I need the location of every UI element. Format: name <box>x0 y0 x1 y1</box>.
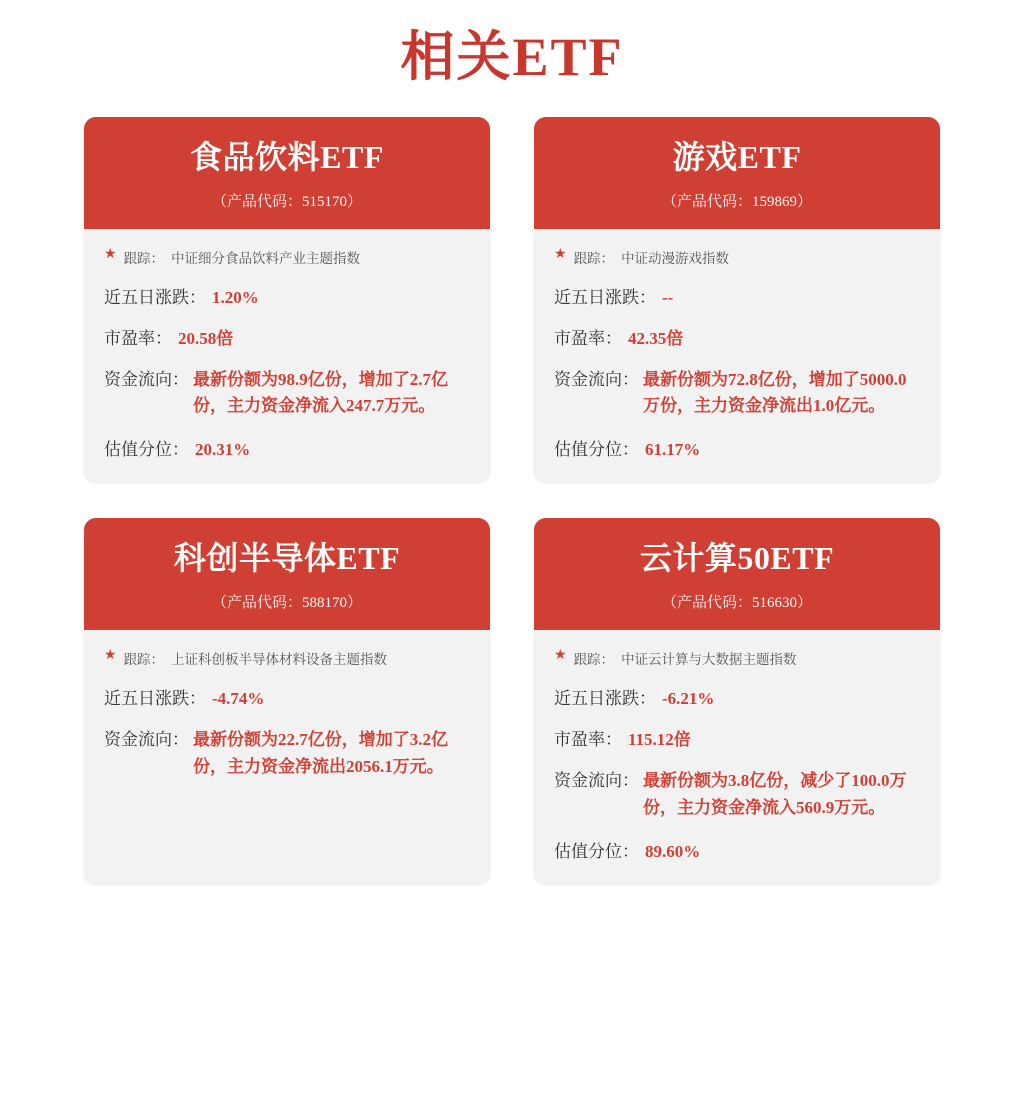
pe-ratio-value: 42.35倍 <box>628 328 684 348</box>
etf-card-body <box>84 229 490 483</box>
pe-ratio-value: 115.12倍 <box>628 730 691 750</box>
valuation-percentile-label: 估值分位： <box>104 440 189 460</box>
etf-code: （产品代码：159869） <box>661 193 812 210</box>
five-day-change-label: 近五日涨跌： <box>554 287 656 307</box>
track-row <box>104 247 470 267</box>
fund-flow-row <box>554 766 920 821</box>
fund-flow-value: 最新份额为98.9亿份，增加了2.7亿份，主力资金净流入247.7万元。 <box>193 369 448 416</box>
five-day-change-value: 1.20% <box>212 287 259 307</box>
etf-card[interactable] <box>534 117 940 482</box>
pe-ratio-row <box>554 725 920 750</box>
pe-ratio-row <box>554 324 920 349</box>
valuation-percentile-row <box>554 837 920 862</box>
star-icon: ★ <box>554 648 567 664</box>
etf-card-header <box>84 117 490 229</box>
etf-card-header <box>534 117 940 229</box>
track-row <box>104 648 470 668</box>
etf-card-header <box>84 518 490 630</box>
fund-flow-row <box>554 365 920 420</box>
five-day-change-row <box>554 283 920 308</box>
track-row <box>554 648 920 668</box>
pe-ratio-value: 20.58倍 <box>178 328 234 348</box>
five-day-change-label: 近五日涨跌： <box>554 689 656 709</box>
star-icon: ★ <box>104 648 117 664</box>
etf-code: （产品代码：515170） <box>211 193 362 210</box>
track-value: 上证科创板半导体材料设备主题指数 <box>171 652 388 668</box>
five-day-change-label: 近五日涨跌： <box>104 287 206 307</box>
star-icon: ★ <box>554 246 567 262</box>
etf-name: 游戏ETF <box>672 139 802 175</box>
fund-flow-value: 最新份额为3.8亿份，减少了100.0万份，主力资金净流入560.9万元。 <box>643 771 907 817</box>
five-day-change-label: 近五日涨跌： <box>104 689 206 709</box>
etf-card-header <box>534 518 940 630</box>
etf-card[interactable] <box>84 117 490 482</box>
etf-card-body <box>84 630 490 884</box>
pe-ratio-label: 市盈率： <box>104 328 172 348</box>
fund-flow-label: 资金流向： <box>554 771 639 791</box>
etf-card-grid <box>0 117 1024 884</box>
etf-name: 食品饮料ETF <box>190 139 384 175</box>
valuation-percentile-label: 估值分位： <box>554 841 639 861</box>
fund-flow-label: 资金流向： <box>104 730 189 750</box>
track-label: 跟踪： <box>573 652 615 668</box>
fund-flow-value: 最新份额为22.7亿份，增加了3.2亿份，主力资金净流出2056.1万元。 <box>193 730 448 776</box>
track-value: 中证细分食品饮料产业主题指数 <box>171 250 361 266</box>
valuation-percentile-label: 估值分位： <box>554 440 639 460</box>
fund-flow-label: 资金流向： <box>554 369 639 389</box>
valuation-percentile-value: 89.60% <box>645 841 701 861</box>
etf-card[interactable] <box>84 518 490 883</box>
track-label: 跟踪： <box>123 652 165 668</box>
etf-code: （产品代码：588170） <box>211 595 362 612</box>
valuation-percentile-value: 61.17% <box>645 440 701 460</box>
valuation-percentile-row <box>104 435 470 460</box>
fund-flow-row <box>104 365 470 420</box>
pe-ratio-row <box>104 324 470 349</box>
valuation-percentile-row <box>554 435 920 460</box>
page-title: 相关ETF <box>400 27 624 87</box>
fund-flow-row <box>104 725 470 780</box>
pe-ratio-label: 市盈率： <box>554 730 622 750</box>
track-label: 跟踪： <box>573 250 615 266</box>
five-day-change-value: -- <box>662 287 674 307</box>
five-day-change-value: -6.21% <box>662 689 715 709</box>
valuation-percentile-value: 20.31% <box>195 440 251 460</box>
five-day-change-row <box>104 283 470 308</box>
five-day-change-row <box>104 684 470 709</box>
etf-card-body <box>534 229 940 483</box>
track-value: 中证动漫游戏指数 <box>621 250 730 266</box>
fund-flow-value: 最新份额为72.8亿份，增加了5000.0万份，主力资金净流出1.0亿元。 <box>643 369 907 416</box>
etf-name: 云计算50ETF <box>639 540 835 577</box>
etf-page <box>0 14 1024 1094</box>
track-value: 中证云计算与大数据主题指数 <box>621 652 797 668</box>
track-row <box>554 247 920 267</box>
etf-card[interactable] <box>534 518 940 883</box>
fund-flow-label: 资金流向： <box>104 369 189 389</box>
star-icon: ★ <box>104 246 117 262</box>
pe-ratio-label: 市盈率： <box>554 328 622 348</box>
etf-name: 科创半导体ETF <box>173 540 401 577</box>
five-day-change-value: -4.74% <box>212 689 265 709</box>
etf-code: （产品代码：516630） <box>661 595 812 612</box>
etf-card-body <box>534 630 940 884</box>
five-day-change-row <box>554 684 920 709</box>
track-label: 跟踪： <box>123 250 165 266</box>
